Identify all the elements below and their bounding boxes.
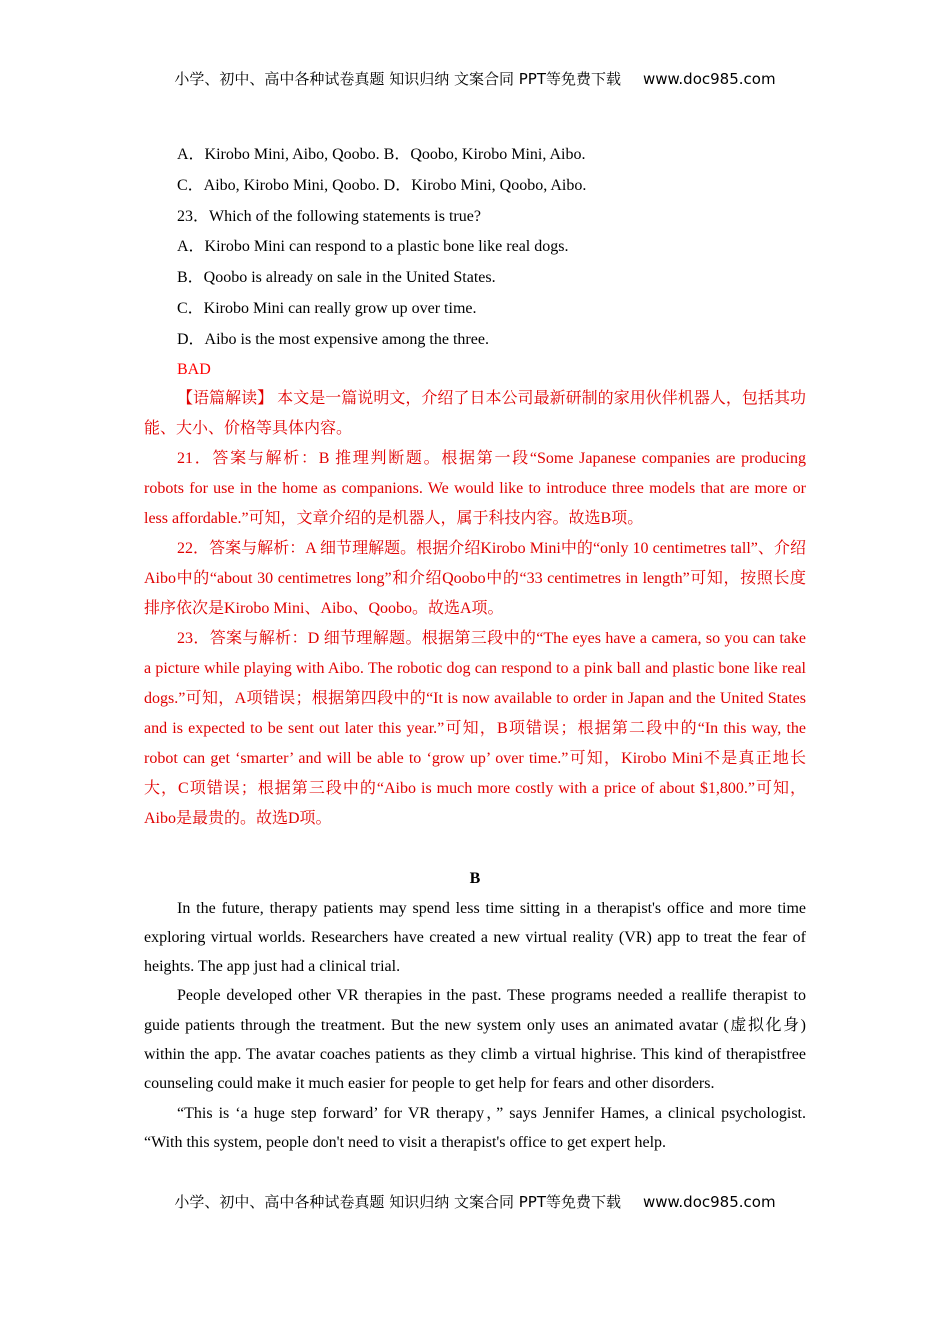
answer-key: BAD <box>177 360 211 378</box>
footer-text: 小学、初中、高中各种试卷真题 知识归纳 文案合同 PPT等免费下载 <box>174 1193 621 1211</box>
section-b-paragraph-3: “This is ‘a huge step forward’ for VR therapy，” says Jennifer Hames, a clinical psychologist. “With this system, people don't need to visit a therapist's office to get expert help. <box>144 1104 806 1151</box>
q23-question: 23．Which of the following statements is true? <box>177 207 481 225</box>
section-b-heading: B <box>469 869 481 887</box>
document-body <box>144 140 806 1157</box>
section-b-paragraph-2: People developed other VR therapies in the past. These programs needed a reallife therapist to guide patients through the treatment. But the new system only uses an animated avatar (虚拟化身) within the app. The avatar coaches patients as they climb a virtual highrise. This kind of therapistfree counseling could make it much easier for people to get help for fears and other disorders. <box>144 987 806 1093</box>
analysis-text: 本文是一篇说明文，介绍了日本公司最新研制的家用伙伴机器人，包括其功能、大小、价格等具体内容。 <box>144 389 806 437</box>
q22-options-row-2: C．Aibo, Kirobo Mini, Qoobo. D．Kirobo Mini, Qoobo, Aibo. <box>177 176 587 194</box>
q23-option-d: D．Aibo is the most expensive among the three. <box>177 330 489 348</box>
section-b-paragraph-1: In the future, therapy patients may spend less time sitting in a therapist's office and more time exploring virtual worlds. Researchers have created a new virtual reality (VR) app to treat the fear of heights. The app just had a clinical trial. <box>144 899 806 976</box>
page-footer <box>0 1191 950 1212</box>
page-header <box>0 68 950 89</box>
q23-option-a: A．Kirobo Mini can respond to a plastic bone like real dogs. <box>177 238 569 256</box>
q23-option-c: C．Kirobo Mini can really grow up over time. <box>177 299 477 317</box>
q23-option-b: B．Qoobo is already on sale in the United States. <box>177 269 496 287</box>
q22-options-row-1: A．Kirobo Mini, Aibo, Qoobo. B．Qoobo, Kirobo Mini, Aibo. <box>177 146 586 163</box>
header-site-link[interactable]: www.doc985.com <box>642 70 776 88</box>
analysis-title: 【语篇解读】 <box>177 389 274 407</box>
answer-21-explanation: 21．答案与解析：B 推理判断题。根据第一段“Some Japanese companies are producing robots for use in the home as companions. We would like to introduce three models that are more or less affordable.”可知，文章介绍的是机器人，属于科技内容。故选B项。 <box>144 449 806 527</box>
footer-site-link[interactable]: www.doc985.com <box>642 1193 776 1211</box>
answer-23-explanation: 23．答案与解析：D 细节理解题。根据第三段中的“The eyes have a camera, so you can take a picture while playing with Aibo. The robotic dog can respond to a pink ball and plastic bone like real dogs.”可知，A项错误；根据第四段中的“It is now available to order in Japan and the United States and is expected to be sent out later this year.”可知，B项错误；根据第二段中的“In this way, the robot can get ‘smarter’ and will be able to ‘grow up’ over time.”可知，Kirobo Mini不是真正地长大，C项错误；根据第三段中的“Aibo is much more costly with a price of about $1,800.”可知，Aibo是最贵的。故选D项。 <box>144 629 806 827</box>
passage-analysis <box>144 384 806 444</box>
header-text: 小学、初中、高中各种试卷真题 知识归纳 文案合同 PPT等免费下载 <box>174 70 621 88</box>
answer-22-explanation: 22．答案与解析：A 细节理解题。根据介绍Kirobo Mini中的“only 10 centimetres tall”、介绍Aibo中的“about 30 centimetres long”和介绍Qoobo中的“33 centimetres in length”可知，按照长度排序依次是Kirobo Mini、Aibo、Qoobo。故选A项。 <box>144 539 806 617</box>
